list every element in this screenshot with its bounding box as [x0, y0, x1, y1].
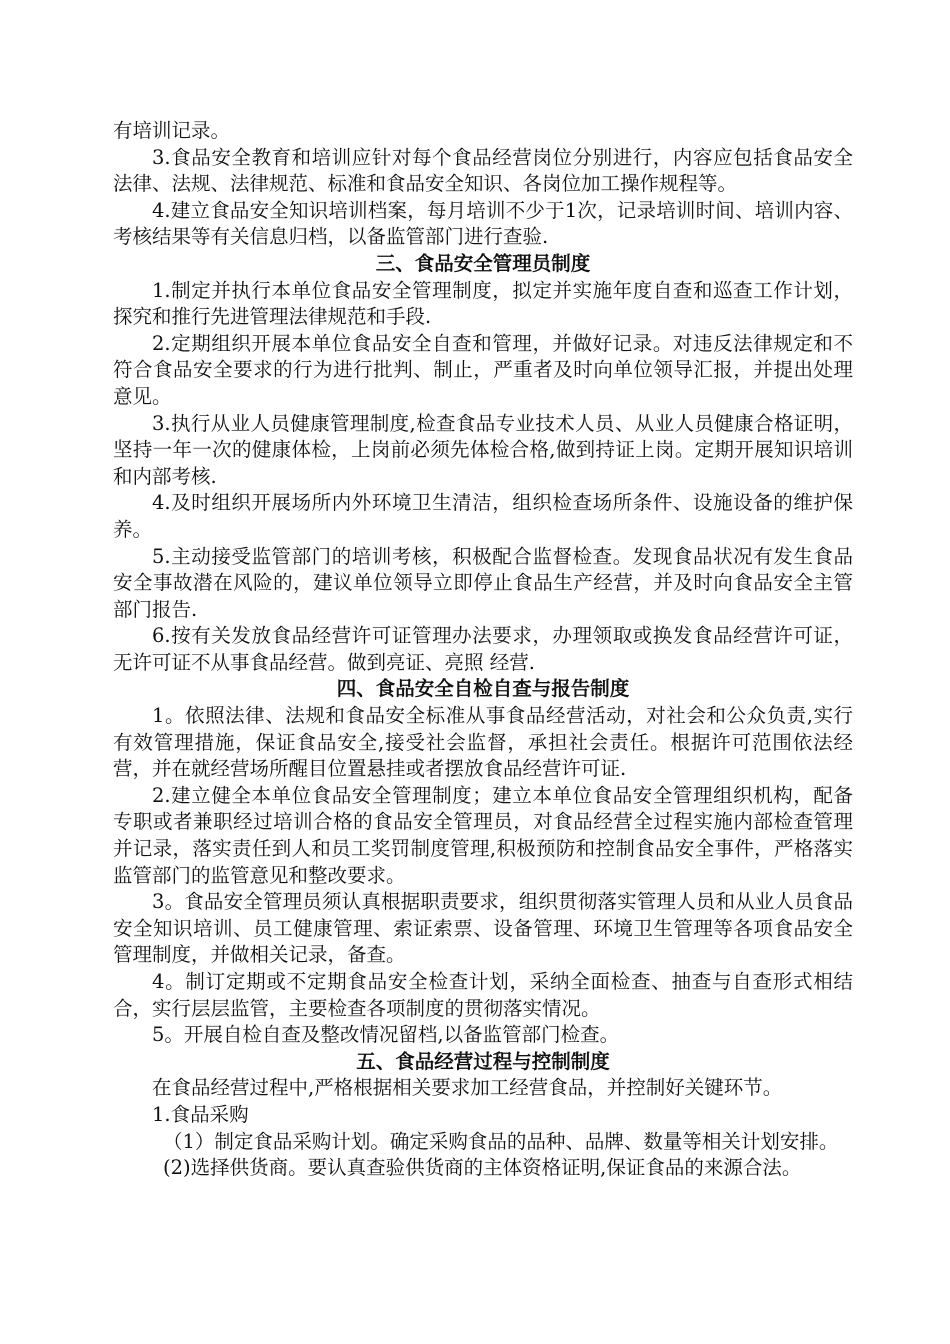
paragraph: 5。开展自检自查及整改情况留档,以备监管部门检查。: [152, 1023, 620, 1047]
section-heading: 四、食品安全自检自查与报告制度: [336, 677, 630, 701]
paragraph: 1。依照法律、法规和食品安全标准从事食品经营活动，对社会和公众负责,实行有效管理措施，保证食品安全,接受社会监督，承担社会责任。根据许可范围依法经营，并在就经营场所醒目位置悬挂或者摆放食品经营许可证.: [113, 704, 853, 781]
document-body: [113, 118, 853, 1182]
section-heading: 五、食品经营过程与控制制度: [356, 1049, 610, 1073]
paragraph: 1.食品采购: [152, 1102, 249, 1126]
paragraph: 3.食品安全教育和培训应针对每个食品经营岗位分别进行，内容应包括食品安全法律、法规、法律规范、标准和食品安全知识、各岗位加工操作规程等。: [113, 145, 853, 196]
paragraph: (2)选择供货商。要认真查验供货商的主体资格证明,保证食品的来源合法。: [163, 1156, 802, 1180]
paragraph: 在食品经营过程中,严格根据相关要求加工经营食品，并控制好关键环节。: [152, 1076, 783, 1100]
paragraph: 4。制订定期或不定期食品安全检查计划，采纳全面检查、抽查与自查形式相结合，实行层层监管，主要检查各项制度的贯彻落实情况。: [113, 970, 853, 1020]
paragraph: （1）制定食品采购计划。确定采购食品的品种、品牌、数量等相关计划安排。: [163, 1129, 839, 1153]
paragraph: 2.建立健全本单位食品安全管理制度；建立本单位食品安全管理组织机构，配备专职或者兼职经过培训合格的食品安全管理员，对食品经营全过程实施内部检查管理并记录，落实责任到人和员工奖罚制度管理,积极预防和控制食品安全事件，严格落实监管部门的监管意见和整改要求。: [113, 783, 853, 887]
paragraph: 1.制定并执行本单位食品安全管理制度，拟定并实施年度自查和巡查工作计划，探究和推行先进管理法律规范和手段.: [113, 278, 853, 329]
paragraph: 4.建立食品安全知识培训档案，每月培训不少于1次，记录培训时间、培训内容、考核结果等有关信息归档，以备监管部门进行查验.: [113, 198, 853, 249]
paragraph: 4.及时组织开展场所内外环境卫生清洁，组织检查场所条件、设施设备的维护保养。: [113, 491, 853, 541]
paragraph: 3。食品安全管理员须认真根据职责要求，组织贯彻落实管理人员和从业人员食品安全知识培训、员工健康管理、索证索票、设备管理、环境卫生管理等各项食品安全管理制度，并做相关记录，备查。: [113, 890, 853, 967]
paragraph: 2.定期组织开展本单位食品安全自查和管理，并做好记录。对违反法律规定和不符合食品安全要求的行为进行批判、制止，严重者及时向单位领导汇报，并提出处理意见。: [113, 331, 853, 408]
paragraph: 6.按有关发放食品经营许可证管理办法要求，办理领取或换发食品经营许可证，无许可证不从事食品经营。做到亮证、亮照 经营.: [113, 624, 853, 674]
paragraph: 3.执行从业人员健康管理制度,检查食品专业技术人员、从业人员健康合格证明，坚持一年一次的健康体检，上岗前必须先体检合格,做到持证上岗。定期开展知识培训和内部考核.: [113, 411, 853, 488]
paragraph: 5.主动接受监管部门的培训考核，积极配合监督检查。发现食品状况有发生食品安全事故潜在风险的，建议单位领导立即停止食品生产经营，并及时向食品安全主管部门报告.: [113, 544, 853, 621]
paragraph: 有培训记录。: [113, 119, 231, 142]
section-heading: 三、食品安全管理员制度: [375, 251, 591, 275]
